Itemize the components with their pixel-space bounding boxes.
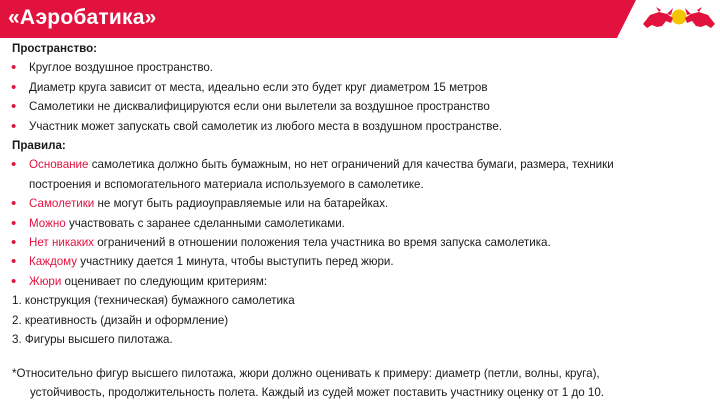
- slide-body: [12, 39, 712, 350]
- footnote: [12, 364, 712, 402]
- bullet-icon: •: [11, 214, 17, 232]
- bullet-icon: •: [11, 59, 17, 77]
- bullet-icon: •: [11, 234, 17, 252]
- space-heading: Пространство:: [12, 42, 98, 55]
- rule-item: • Основание самолетика должно быть бумажным, но нет ограничений для качества бумаги, размера, техники: [11, 156, 614, 174]
- space-item: • Диаметр круга зависит от места, идеально если это будет круг диаметром 15 метров: [11, 78, 488, 96]
- red-bull-logo-icon: [640, 2, 718, 36]
- rule-item-continuation: построения и вспомогательного материала используемого в самолетике.: [29, 177, 424, 191]
- criteria-item: 3. Фигуры высшего пилотажа.: [12, 333, 173, 347]
- footnote-line-1: *Относительно фигур высшего пилотажа, жюри должно оценивать к примеру: диаметр (петли, волны, круга),: [12, 367, 600, 380]
- bullet-icon: •: [11, 195, 17, 213]
- rule-item: • Каждому участнику дается 1 минута, чтобы выступить перед жюри.: [11, 253, 394, 271]
- bullet-icon: •: [11, 98, 17, 116]
- rules-heading: Правила:: [12, 139, 66, 153]
- slide-header: [0, 0, 720, 38]
- rule-item: • Нет никаких ограничений в отношении положения тела участника во время запуска самолетика.: [11, 234, 551, 252]
- footnote-line-2: устойчивость, продолжительность полета. Каждый из судей может поставить участнику оценку от 1 до 10.: [30, 386, 605, 399]
- space-item: • Круглое воздушное пространство.: [11, 59, 214, 77]
- criteria-item: 1. конструкция (техническая) бумажного самолетика: [12, 294, 295, 308]
- bullet-icon: •: [11, 117, 17, 135]
- rule-item: • Жюри оценивает по следующим критериям:: [11, 272, 268, 290]
- bullet-icon: •: [11, 78, 17, 96]
- slide-title: «Аэробатика»: [8, 6, 157, 29]
- criteria-item: 2. креативность (дизайн и оформление): [12, 313, 229, 327]
- bullet-icon: •: [11, 253, 17, 271]
- space-item: • Участник может запускать свой самолетик из любого места в воздушном пространстве.: [11, 117, 502, 135]
- space-item: • Самолетики не дисквалифицируются если они вылетели за воздушное пространство: [11, 98, 490, 116]
- bullet-icon: •: [11, 272, 17, 290]
- rule-item: • Можно участвовать с заранее сделанными самолетиками.: [11, 214, 345, 232]
- rule-item: • Самолетики не могут быть радиоуправляемые или на батарейках.: [11, 195, 389, 213]
- bullet-icon: •: [11, 156, 17, 174]
